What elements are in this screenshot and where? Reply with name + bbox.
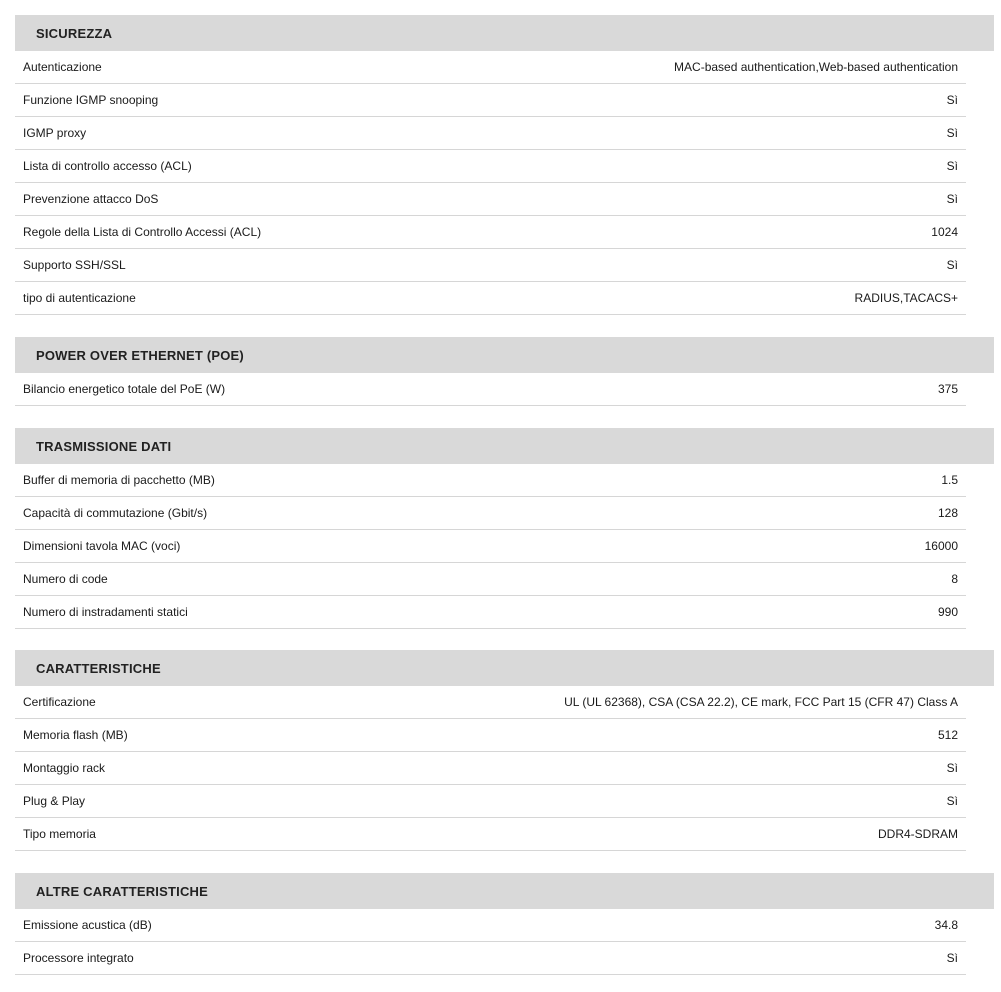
spec-row: [15, 84, 966, 117]
section-title: TRASMISSIONE DATI: [15, 428, 994, 464]
spec-row: [15, 373, 966, 406]
spec-label: Funzione IGMP snooping: [23, 93, 159, 107]
spec-value: Sì: [946, 951, 958, 965]
spec-row: [15, 942, 966, 975]
spec-value: 34.8: [934, 918, 958, 932]
spec-row: [15, 117, 966, 150]
spec-value: DDR4-SDRAM: [877, 827, 958, 841]
spec-row: [15, 563, 966, 596]
spec-value: Sì: [946, 159, 958, 173]
spec-value: UL (UL 62368), CSA (CSA 22.2), CE mark, FCC Part 15 (CFR 47) Class A: [564, 695, 958, 709]
spec-value: 512: [937, 728, 958, 742]
spec-row: [15, 249, 966, 282]
spec-row: [15, 752, 966, 785]
spec-section: [0, 873, 1001, 975]
spec-label: Capacità di commutazione (Gbit/s): [23, 506, 208, 520]
spec-label: Buffer di memoria di pacchetto (MB): [23, 473, 215, 487]
section-title: CARATTERISTICHE: [15, 650, 994, 686]
spec-section: [0, 337, 1001, 406]
spec-value: 128: [937, 506, 958, 520]
spec-label: tipo di autenticazione: [23, 291, 136, 305]
spec-section: [0, 15, 1001, 315]
spec-row: [15, 150, 966, 183]
spec-label: Supporto SSH/SSL: [23, 258, 126, 272]
spec-label: Numero di code: [23, 572, 108, 586]
spec-label: Montaggio rack: [23, 761, 106, 775]
spec-row: [15, 497, 966, 530]
spec-value: RADIUS,TACACS+: [854, 291, 958, 305]
spec-row: [15, 909, 966, 942]
spec-row: [15, 785, 966, 818]
spec-label: Plug & Play: [23, 794, 86, 808]
spec-row: [15, 530, 966, 563]
spec-row: [15, 282, 966, 315]
spec-row: [15, 216, 966, 249]
spec-value: Sì: [946, 126, 958, 140]
spec-value: Sì: [946, 258, 958, 272]
spec-label: Memoria flash (MB): [23, 728, 128, 742]
spec-rows: [15, 686, 966, 851]
spec-label: IGMP proxy: [23, 126, 87, 140]
spec-value: Sì: [946, 794, 958, 808]
spec-label: Lista di controllo accesso (ACL): [23, 159, 192, 173]
section-title: POWER OVER ETHERNET (POE): [15, 337, 994, 373]
section-title: ALTRE CARATTERISTICHE: [15, 873, 994, 909]
spec-row: [15, 596, 966, 629]
spec-label: Numero di instradamenti statici: [23, 605, 188, 619]
spec-label: Emissione acustica (dB): [23, 918, 152, 932]
spec-row: [15, 51, 966, 84]
spec-value: 16000: [924, 539, 958, 553]
spec-label: Certificazione: [23, 695, 96, 709]
spec-value: Sì: [946, 192, 958, 206]
spec-label: Tipo memoria: [23, 827, 96, 841]
section-title: SICUREZZA: [15, 15, 994, 51]
spec-value: 1024: [931, 225, 958, 239]
spec-label: Processore integrato: [23, 951, 134, 965]
spec-value: 8: [951, 572, 958, 586]
spec-row: [15, 183, 966, 216]
spec-value: 990: [937, 605, 958, 619]
spec-label: Dimensioni tavola MAC (voci): [23, 539, 181, 553]
spec-section: [0, 428, 1001, 629]
spec-value: Sì: [946, 93, 958, 107]
spec-label: Bilancio energetico totale del PoE (W): [23, 382, 226, 396]
spec-row: [15, 719, 966, 752]
spec-rows: [15, 373, 966, 406]
spec-value: 1.5: [941, 473, 958, 487]
spec-rows: [15, 51, 966, 315]
spec-value: Sì: [946, 761, 958, 775]
spec-label: Autenticazione: [23, 60, 102, 74]
spec-row: [15, 818, 966, 851]
spec-rows: [15, 464, 966, 629]
spec-label: Prevenzione attacco DoS: [23, 192, 159, 206]
spec-section: [0, 650, 1001, 851]
spec-value: MAC-based authentication,Web-based authentication: [674, 60, 958, 74]
spec-value: 375: [937, 382, 958, 396]
spec-row: [15, 686, 966, 719]
spec-rows: [15, 909, 966, 975]
spec-label: Regole della Lista di Controllo Accessi (ACL): [23, 225, 262, 239]
spec-row: [15, 464, 966, 497]
